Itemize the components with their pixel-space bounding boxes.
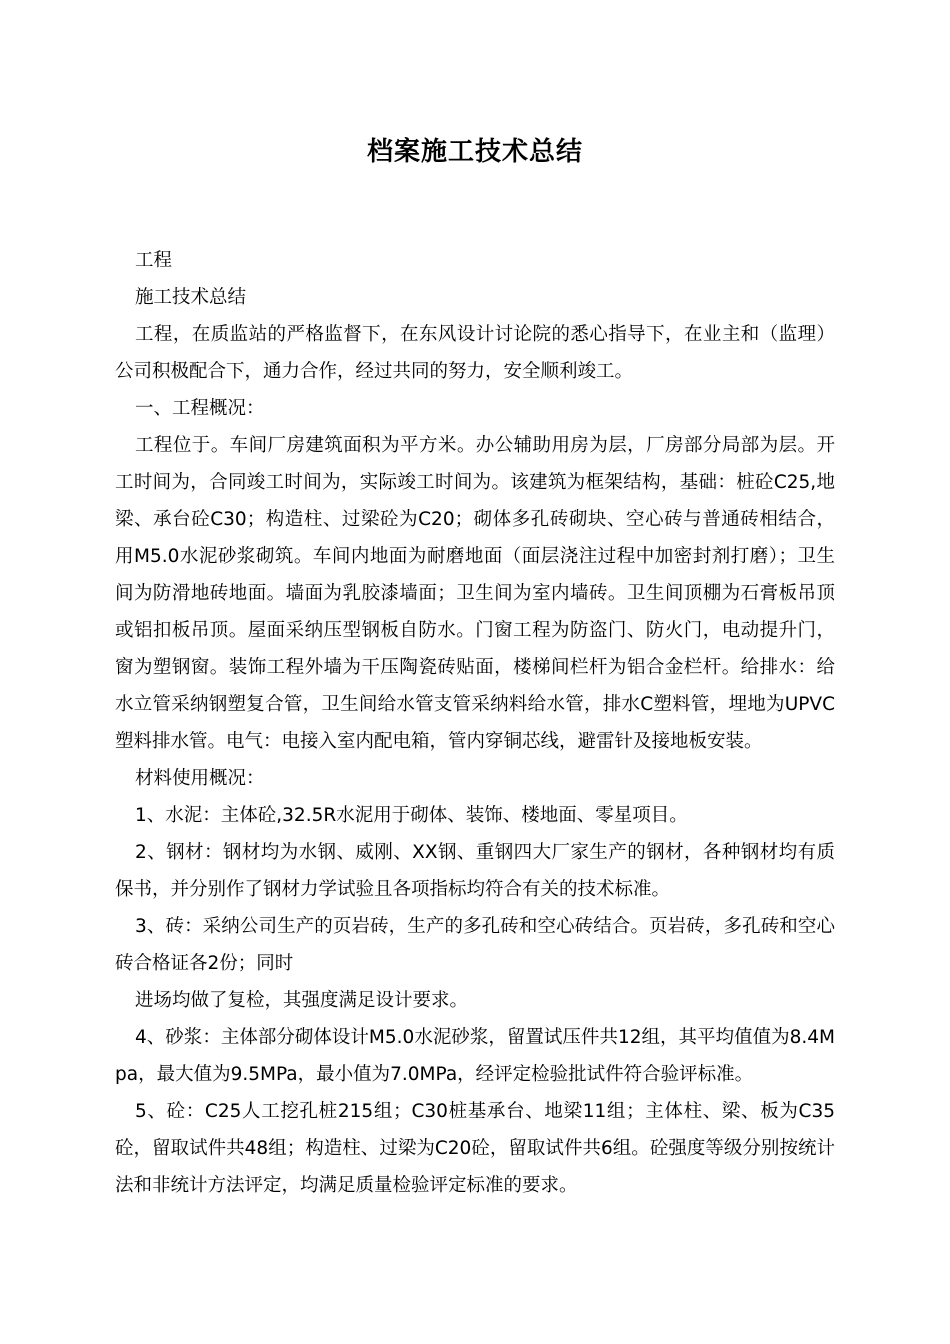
section-heading-overview: 一、工程概况： — [135, 398, 265, 419]
overview-paragraph: 工程位于。车间厂房建筑面积为平方米。办公辅助用房为层，厂房部分局部为层。开工时间为，合同竣工时间为，实际竣工时间为。该建筑为框架结构，基础：桩砼C25,地梁、承台砼C30；构造柱、过梁砼为C20；砌体多孔砖砌块、空心砖与普通砖相结合，用M5.0水泥砂浆砌筑。车间内地面为耐磨地面（面层浇注过程中加密封剂打磨）；卫生间为防滑地砖地面。墙面为乳胶漆墙面；卫生间为室内墙砖。卫生间顶棚为石膏板吊顶或铝扣板吊顶。屋面采纳压型钢板自防水。门窗工程为防盗门、防火门，电动提升门，窗为塑钢窗。装饰工程外墙为干压陶瓷砖贴面，楼梯间栏杆为铝合金栏杆。给排水：给水立管采纳钢塑复合管，卫生间给水管支管采纳料给水管，排水C塑料管，埋地为UPVC塑料排水管。电气：电接入室内配电箱，管内穿铜芯线，避雷针及接地板安装。 — [115, 435, 835, 752]
material-item-steel: 2、钢材：钢材均为水钢、威刚、XX钢、重钢四大厂家生产的钢材，各种钢材均有质保书，并分别作了钢材力学试验且各项指标均符合有关的技术标准。 — [115, 842, 835, 900]
document-title: 档案施工技术总结 — [366, 137, 583, 167]
material-item-brick-cont: 进场均做了复检，其强度满足设计要求。 — [135, 990, 469, 1011]
material-item-cement: 1、水泥：主体砼,32.5R水泥用于砌体、装饰、楼地面、零星项目。 — [135, 805, 688, 826]
material-item-brick: 3、砖：采纳公司生产的页岩砖，生产的多孔砖和空心砖结合。页岩砖，多孔砖和空心砖合格证各2份；同时 — [115, 916, 835, 974]
summary-subtitle: 施工技术总结 — [135, 287, 247, 308]
project-label: 工程 — [135, 250, 173, 271]
material-item-mortar: 4、砂浆：主体部分砌体设计M5.0水泥砂浆，留置试压件共12组，其平均值值为8.4Mpa，最大值为9.5MPa，最小值为7.0MPa，经评定检验批试件符合验评标准。 — [115, 1027, 835, 1085]
intro-paragraph: 工程，在质监站的严格监督下，在东风设计讨论院的悉心指导下，在业主和（监理）公司积极配合下，通力合作，经过共同的努力，安全顺利竣工。 — [115, 324, 835, 382]
material-item-concrete: 5、砼：C25人工挖孔桩215组；C30桩基承台、地梁11组；主体柱、梁、板为C35砼，留取试件共48组；构造柱、过梁为C20砼，留取试件共6组。砼强度等级分别按统计法和非统计方法评定，均满足质量检验评定标准的要求。 — [115, 1101, 835, 1196]
section-heading-materials: 材料使用概况： — [135, 768, 265, 789]
